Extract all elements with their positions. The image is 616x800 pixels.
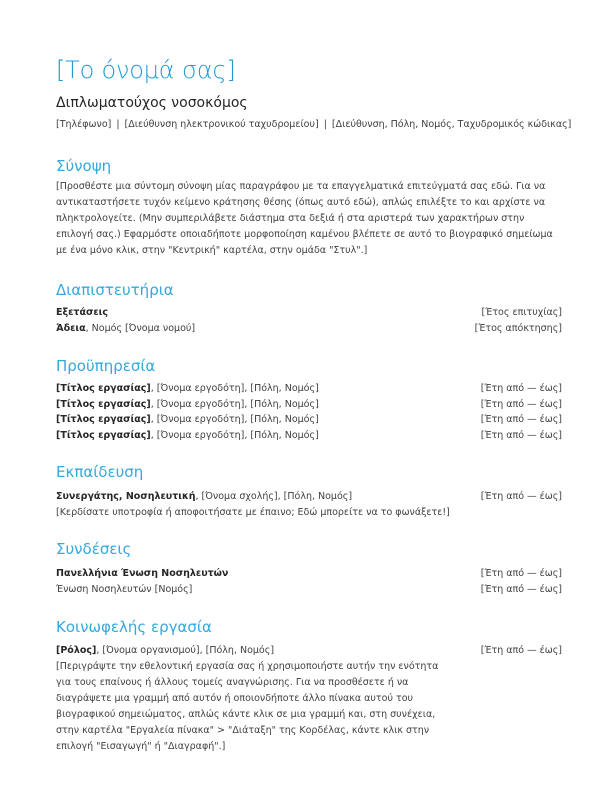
education-note-text: [Κερδίσατε υποτροφία ή αποφοιτήσατε με έπαινο; Εδώ μπορείτε να το φωνάξετε!] <box>56 506 450 518</box>
job-title[interactable]: Διπλωματούχος νοσοκόμος <box>56 95 248 111</box>
job-title-field: [Τίτλος εργασίας] <box>56 414 151 425</box>
affiliations-section <box>56 540 562 597</box>
job-years: [Έτη από — έως] <box>480 414 562 425</box>
job-title-field: [Τίτλος εργασίας] <box>56 398 151 410</box>
community-description[interactable]: [Περιγράψτε την εθελοντική εργασία σας ή χρησιμοποιήστε αυτήν την ενότητα για τους επαίνους ή άλλους τομείς αναγνώρισης. Για να προσθέσετε ή να διαγράψετε μια γραμμή από αυτόν ή οποιονδήποτε άλλο πίνακα αυτού του βιογραφικού σημειώματος, απλώς κάντε κλικ σε μια γραμμή και, στη συνέχεια, στην καρτέλα "Εργαλεία πίνακα" > "Διάταξη" της Κορδέλας, κάντε κλικ στην επιλογή "Εισαγωγή" ή "Διαγραφή".] <box>56 660 439 752</box>
community-row[interactable] <box>56 643 562 659</box>
experience-section <box>56 357 562 443</box>
address-field[interactable]: [Διεύθυνση, Πόλη, Νομός, Ταχυδρομικός κώδικας] <box>331 119 572 130</box>
job-years: [Έτη από — έως] <box>480 398 562 410</box>
credential-name: Άδεια <box>56 322 86 334</box>
role-field: [Ρόλος] <box>56 645 97 656</box>
education-section <box>56 463 562 520</box>
separator: | <box>323 119 327 130</box>
degree-field: Συνεργάτης, Νοσηλευτική <box>56 491 196 502</box>
affiliation-years: [Έτη από — έως] <box>480 568 562 579</box>
job-title-field: [Τίτλος εργασίας] <box>56 429 151 441</box>
phone-field[interactable]: [Τηλέφωνο] <box>56 119 112 130</box>
contact-line <box>56 119 572 131</box>
resume-name[interactable]: [Το όνομά σας] <box>56 56 236 84</box>
community-section <box>56 618 562 755</box>
summary-section <box>56 157 562 259</box>
affiliation-name: Πανελλήνια Ένωση Νοσηλευτών <box>56 568 229 579</box>
school-detail: , [Όνομα σχολής], [Πόλη, Νομός] <box>195 491 353 502</box>
experience-row[interactable] <box>56 397 562 413</box>
credentials-heading[interactable]: Διαπιστευτήρια <box>56 281 174 299</box>
email-field[interactable]: [Διεύθυνση ηλεκτρονικού ταχυδρομείου] <box>124 119 319 130</box>
job-detail: , [Όνομα εργοδότη], [Πόλη, Νομός] <box>150 383 319 394</box>
job-detail: , [Όνομα εργοδότη], [Πόλη, Νομός] <box>150 398 319 410</box>
credentials-section <box>56 281 562 336</box>
community-years: [Έτη από — έως] <box>480 645 562 656</box>
credential-year: [Έτος επιτυχίας] <box>481 307 562 318</box>
experience-heading[interactable]: Προϋπηρεσία <box>56 357 156 375</box>
credential-row[interactable] <box>56 321 562 337</box>
education-heading[interactable]: Εκπαίδευση <box>56 463 144 481</box>
job-detail: , [Όνομα εργοδότη], [Πόλη, Νομός] <box>150 414 319 425</box>
job-years: [Έτη από — έως] <box>480 383 562 394</box>
job-detail: , [Όνομα εργοδότη], [Πόλη, Νομός] <box>150 429 319 441</box>
credential-row[interactable] <box>56 305 562 321</box>
summary-text[interactable]: [Προσθέστε μια σύντομη σύνοψη μίας παραγράφου με τα επαγγελματικά επιτεύγματά σας εδώ. Για να αντικαταστήσετε τυχόν κείμενο κράτησης θέσης (όπως αυτό εδώ), απλώς επιλέξτε το και αρχίστε να πληκτρολογείτε. (Μην συμπεριλάβετε διάστημα στα δεξιά ή στα αριστερά των χαρακτήρων στην επιλογή σας.) Εφαρμόστε οποιαδήποτε μορφοποίηση καμένου βλέπετε σε αυτό το βιογραφικό σημείωμα με ένα μόνο κλικ, στην "Κεντρική" καρτέλα, στην ομάδα "Στυλ".] <box>56 181 553 256</box>
experience-row[interactable] <box>56 412 562 428</box>
affiliation-years: [Έτη από — έως] <box>480 583 562 595</box>
education-years: [Έτη από — έως] <box>480 491 562 502</box>
education-row[interactable] <box>56 489 562 505</box>
job-years: [Έτη από — έως] <box>480 429 562 441</box>
job-title-field: [Τίτλος εργασίας] <box>56 383 151 394</box>
experience-row[interactable] <box>56 428 562 444</box>
community-heading[interactable]: Κοινωφελής εργασία <box>56 618 212 636</box>
affiliation-row[interactable] <box>56 566 562 582</box>
credential-detail: , Νομός [Όνομα νομού] <box>85 322 196 334</box>
organization-detail: , [Όνομα οργανισμού], [Πόλη, Νομός] <box>96 645 275 656</box>
education-note[interactable] <box>56 505 562 521</box>
credential-year: [Έτος απόκτησης] <box>474 322 562 334</box>
affiliation-row[interactable] <box>56 582 562 598</box>
credential-name: Εξετάσεις <box>56 307 108 318</box>
affiliations-heading[interactable]: Συνδέσεις <box>56 540 132 558</box>
affiliation-detail: Ένωση Νοσηλευτών [Νομός] <box>56 583 193 595</box>
experience-row[interactable] <box>56 381 562 397</box>
separator: | <box>116 119 120 130</box>
summary-heading[interactable]: Σύνοψη <box>56 157 112 175</box>
